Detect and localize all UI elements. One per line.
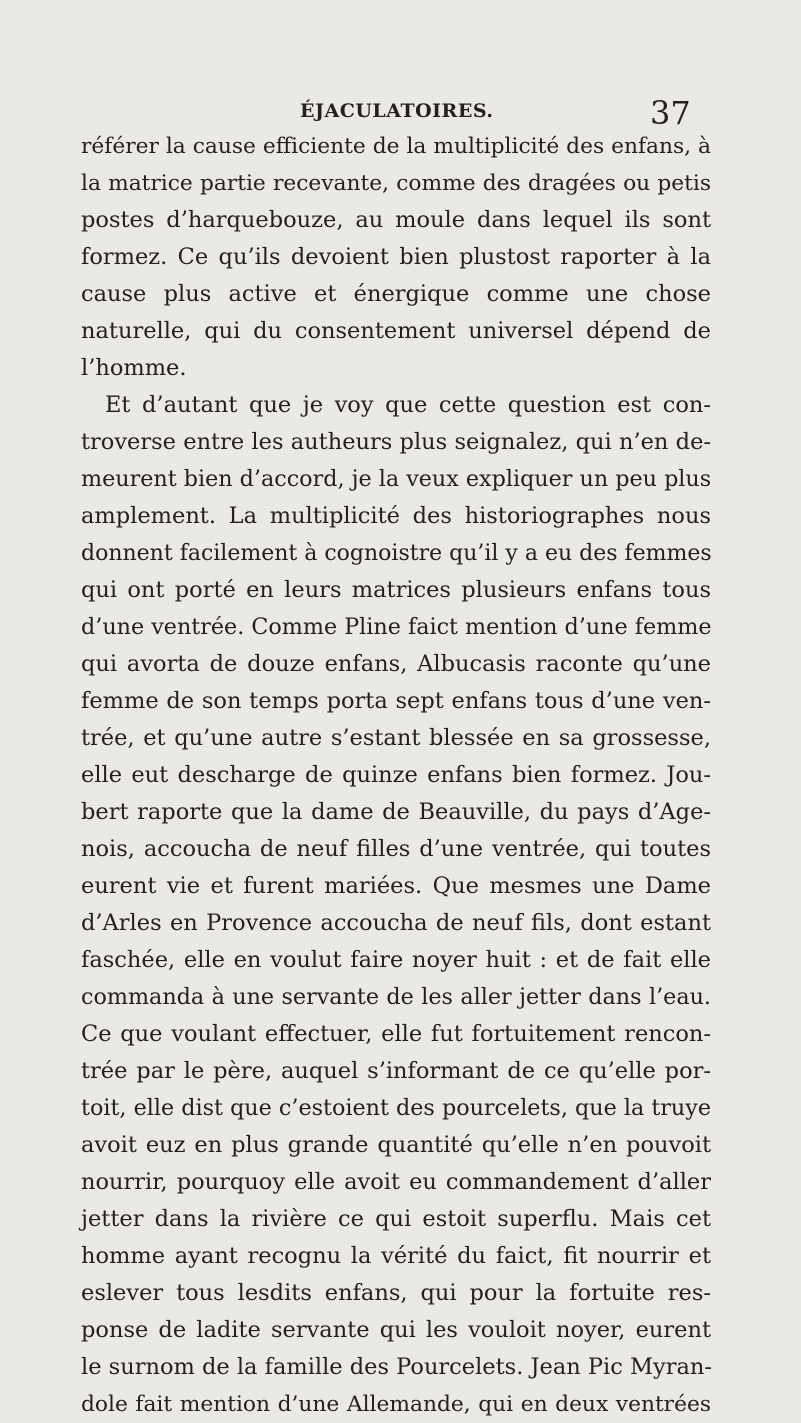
text-line: qui avorta de douze enfans, Albucasis raconte qu’une bbox=[81, 651, 711, 677]
body-text bbox=[81, 128, 711, 1423]
text-line: ponse de ladite servante qui les vouloit noyer, eurent bbox=[81, 1317, 711, 1343]
text-line: nois, accoucha de neuf filles d’une ventrée, qui toutes bbox=[81, 836, 711, 862]
text-line: eurent vie et furent mariées. Que mesmes une Dame bbox=[81, 873, 711, 899]
text-line: commanda à une servante de les aller jetter dans l’eau. bbox=[81, 984, 711, 1010]
text-line: référer la cause efficiente de la multiplicité des enfans, à bbox=[81, 134, 711, 159]
running-title: ÉJACULATOIRES. bbox=[300, 100, 494, 122]
text-line: d’une ventrée. Comme Pline faict mention d’une femme bbox=[81, 614, 712, 640]
text-line: Ce que voulant effectuer, elle fut fortuitement rencon- bbox=[81, 1021, 711, 1047]
text-line: la matrice partie recevante, comme des dragées ou petis bbox=[81, 171, 711, 196]
text-line: troverse entre les autheurs plus seignalez, qui n’en de- bbox=[81, 429, 711, 455]
page-number: 37 bbox=[650, 94, 691, 132]
text-line: femme de son temps porta sept enfans tous d’une ven- bbox=[81, 688, 711, 714]
text-line: elle eut descharge de quinze enfans bien formez. Jou- bbox=[81, 762, 711, 788]
text-line: Et d’autant que je voy que cette question est con- bbox=[105, 392, 711, 418]
text-line: toit, elle dist que c’estoient des pourcelets, que la truye bbox=[81, 1095, 711, 1121]
text-line: postes d’harquebouze, au moule dans lequel ils sont bbox=[81, 207, 711, 233]
text-line: qui ont porté en leurs matrices plusieurs enfans tous bbox=[81, 577, 711, 603]
text-line: trée, et qu’une autre s’estant blessée en sa grossesse, bbox=[81, 725, 711, 751]
text-line: cause plus active et énergique comme une chose bbox=[81, 281, 711, 307]
text-line: l’homme. bbox=[81, 355, 187, 381]
text-line: formez. Ce qu’ils devoient bien plustost raporter à la bbox=[81, 244, 711, 270]
text-line: naturelle, qui du consentement universel dépend de bbox=[81, 318, 711, 344]
text-line: nourrir, pourquoy elle avoit eu commandement d’aller bbox=[81, 1169, 711, 1195]
text-line: dole fait mention d’une Allemande, qui en deux ventrées bbox=[81, 1392, 711, 1417]
text-line: trée par le père, auquel s’informant de ce qu’elle por- bbox=[81, 1058, 711, 1084]
text-line: homme ayant recognu la vérité du faict, fit nourrir et bbox=[81, 1243, 711, 1269]
text-line: jetter dans la rivière ce qui estoit superflu. Mais cet bbox=[81, 1206, 711, 1232]
text-line: amplement. La multiplicité des historiographes nous bbox=[81, 503, 711, 529]
text-line: le surnom de la famille des Pourcelets. Jean Pic Myran- bbox=[81, 1354, 712, 1380]
text-line: donnent facilement à cognoistre qu’il y a eu des femmes bbox=[81, 541, 712, 566]
text-line: bert raporte que la dame de Beauville, du pays d’Age- bbox=[81, 799, 711, 825]
text-line: avoit euz en plus grande quantité qu’elle n’en pouvoit bbox=[81, 1132, 711, 1158]
text-line: d’Arles en Provence accoucha de neuf fils, dont estant bbox=[81, 910, 711, 936]
text-line: meurent bien d’accord, je la veux expliquer un peu plus bbox=[81, 466, 712, 492]
text-line: faschée, elle en voulut faire noyer huit : et de fait elle bbox=[81, 947, 711, 973]
text-line: eslever tous lesdits enfans, qui pour la fortuite res- bbox=[81, 1280, 711, 1306]
